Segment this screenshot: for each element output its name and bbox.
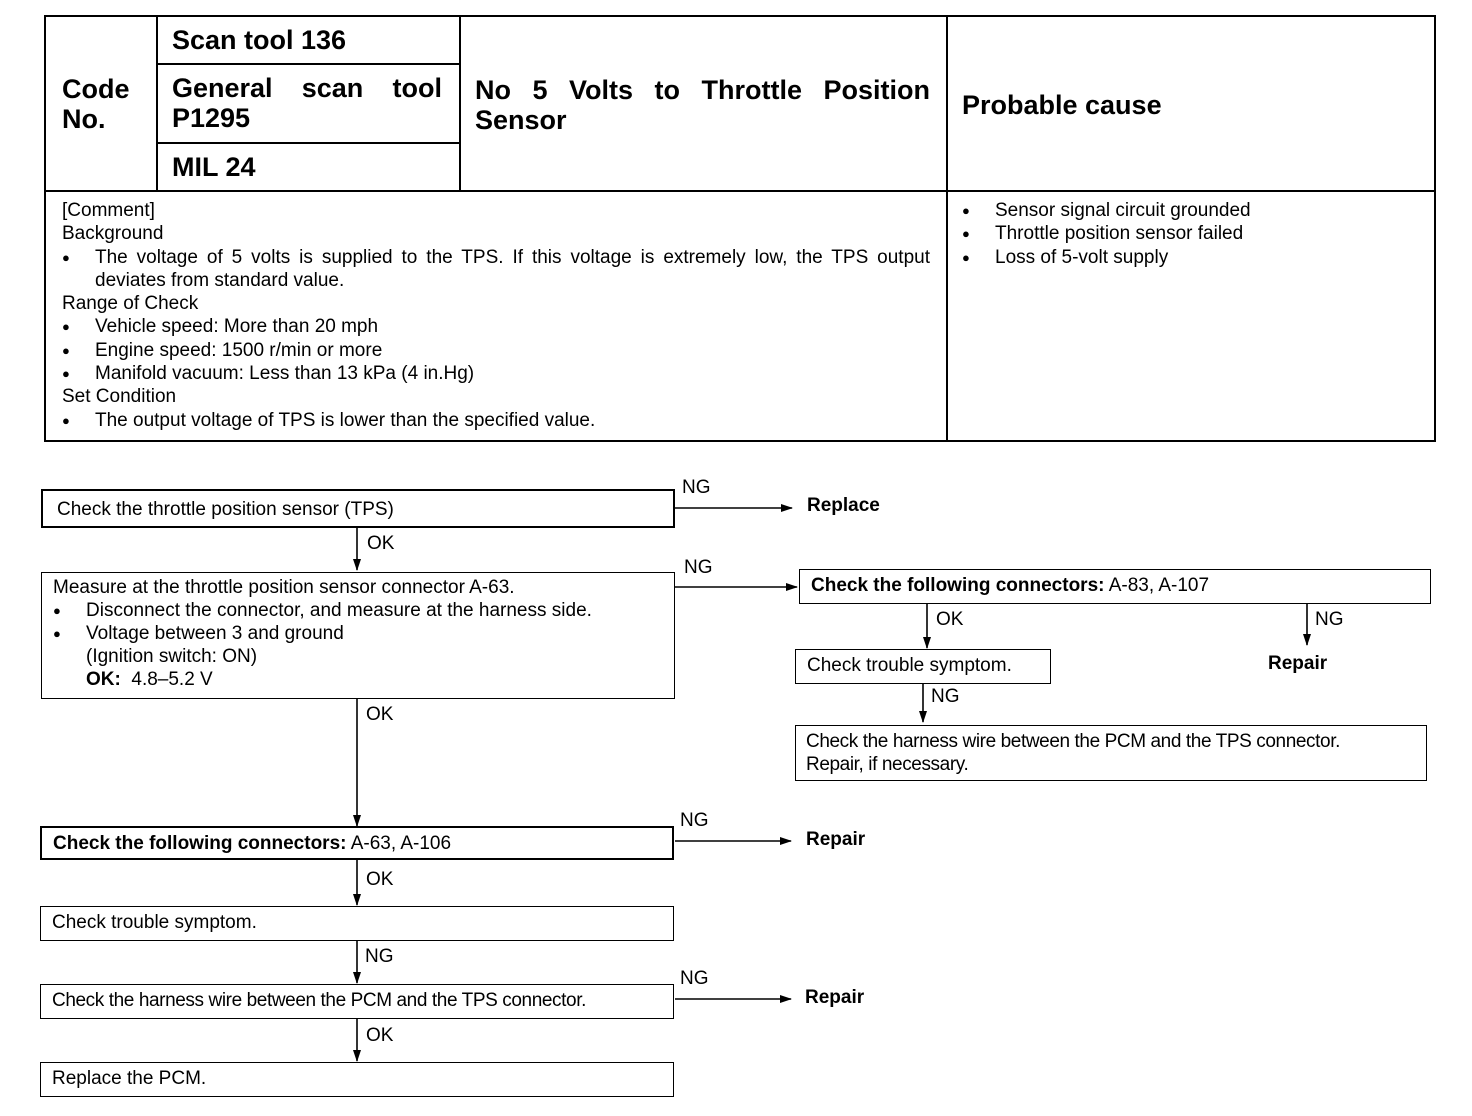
step-measure-connector	[41, 572, 675, 699]
ng-label: NG	[680, 968, 709, 989]
right-harness-line1: Check the harness wire between the PCM and the TPS connector.	[806, 731, 1340, 752]
connectors-label: Check the following connectors:	[811, 575, 1105, 596]
set-condition-item: ● The output voltage of TPS is lower than the specified value.	[62, 409, 930, 432]
general-scan-tool-code: General scan tool P1295	[172, 73, 442, 133]
ok-value: 4.8–5.2 V	[131, 669, 213, 690]
step-check-symptom: Check trouble symptom.	[40, 906, 674, 941]
connectors-list: A-83, A-107	[1108, 575, 1210, 596]
ok-label: OK	[367, 533, 395, 554]
ok-label: OK:	[86, 669, 121, 690]
cause-item: ● Loss of 5-volt supply	[962, 246, 1422, 269]
action-repair: Repair	[806, 829, 866, 850]
probable-cause-heading: Probable cause	[962, 90, 1162, 120]
ng-label: NG	[684, 557, 713, 578]
step-measure-condition: (Ignition switch: ON)	[86, 646, 258, 667]
step-check-connectors	[40, 826, 674, 860]
ng-label: NG	[365, 946, 394, 967]
step-check-tps: Check the throttle position sensor (TPS)	[41, 489, 675, 528]
cause-item: ● Sensor signal circuit grounded	[962, 199, 1422, 222]
step-measure-title: Measure at the throttle position sensor connector A-63.	[53, 577, 515, 598]
right-check-connectors	[799, 569, 1431, 604]
ng-label: NG	[931, 686, 960, 707]
connectors-label: Check the following connectors:	[53, 833, 347, 854]
range-item: ● Vehicle speed: More than 20 mph	[62, 315, 930, 338]
mil-code: MIL 24	[172, 152, 256, 182]
step-replace-pcm: Replace the PCM.	[40, 1062, 674, 1097]
ok-label: OK	[366, 869, 394, 890]
right-check-harness	[795, 725, 1427, 781]
code-no-label: Code No.	[62, 74, 130, 134]
page-title: No 5 Volts to Throttle Position Sensor	[475, 75, 930, 135]
background-item: ● The voltage of 5 volts is supplied to the TPS. If this voltage is extremely low, the TPS output deviates from standard value.	[62, 246, 930, 293]
right-harness-line2: Repair, if necessary.	[806, 754, 969, 775]
connectors-list: A-63, A-106	[350, 833, 452, 854]
step-measure-item: ● Voltage between 3 and ground	[53, 622, 664, 645]
ng-label: NG	[680, 810, 709, 831]
action-repair: Repair	[805, 987, 865, 1008]
set-condition-label: Set Condition	[62, 386, 177, 408]
ng-label: NG	[682, 477, 711, 498]
range-item: ● Manifold vacuum: Less than 13 kPa (4 in.Hg)	[62, 362, 930, 385]
action-repair: Repair	[1268, 653, 1328, 674]
ng-label: NG	[1315, 609, 1344, 630]
action-replace: Replace	[807, 495, 880, 516]
cause-item: ● Throttle position sensor failed	[962, 222, 1422, 245]
step-check-harness: Check the harness wire between the PCM and the TPS connector.	[40, 984, 674, 1019]
scan-tool-code: Scan tool 136	[172, 25, 347, 55]
step-measure-ok	[53, 668, 664, 691]
range-item: ● Engine speed: 1500 r/min or more	[62, 339, 930, 362]
ok-label: OK	[366, 1025, 394, 1046]
ok-label: OK	[366, 704, 394, 725]
range-label: Range of Check	[62, 293, 199, 315]
right-check-symptom: Check trouble symptom.	[795, 649, 1051, 684]
comment-heading: [Comment]	[62, 200, 155, 221]
step-measure-item: ● Disconnect the connector, and measure at the harness side.	[53, 599, 664, 622]
ok-label: OK	[936, 609, 964, 630]
background-label: Background	[62, 223, 164, 245]
